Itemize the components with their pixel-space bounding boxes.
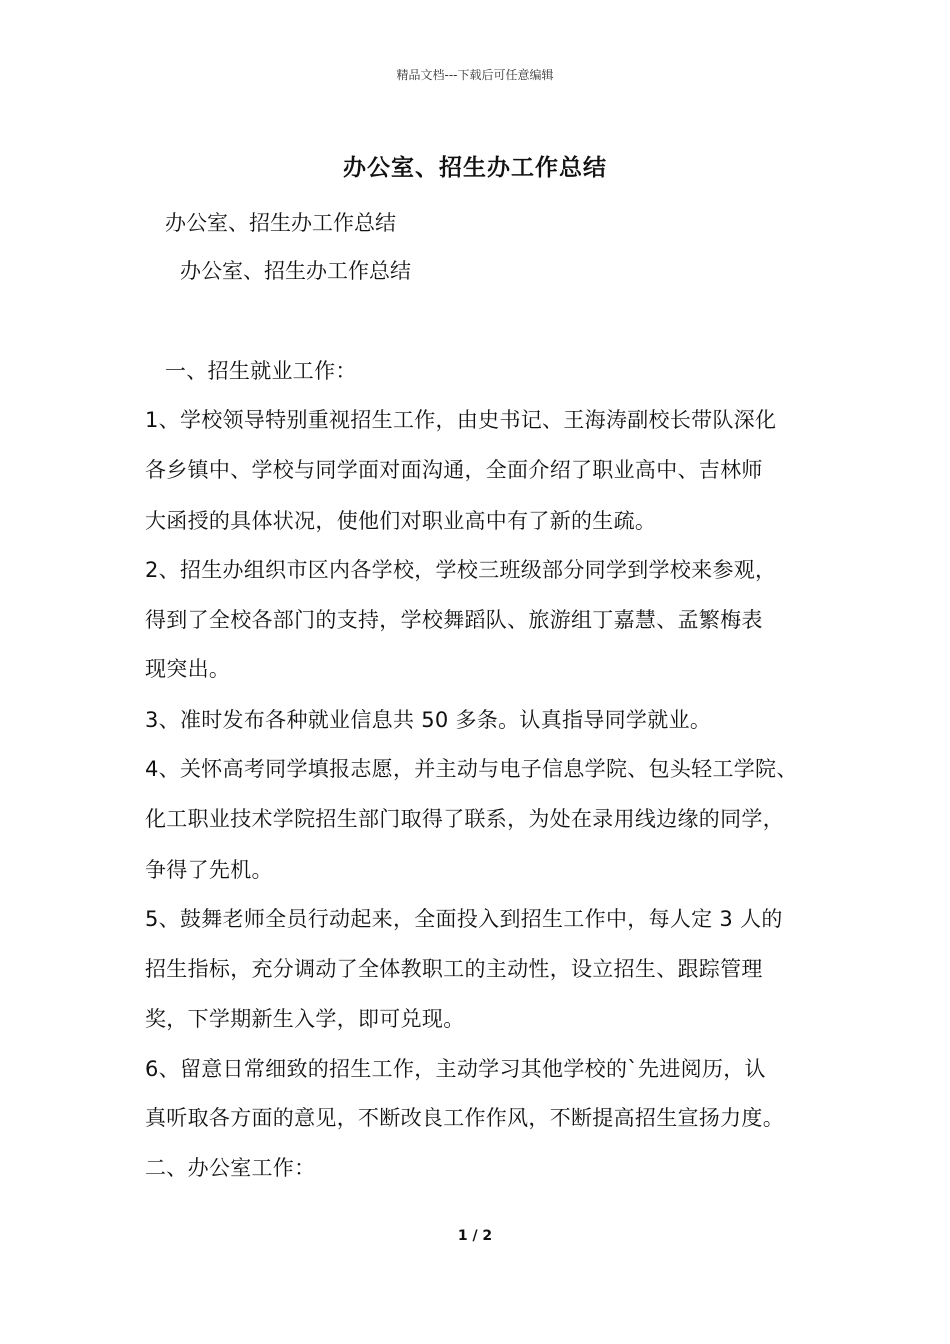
paragraph-line: 化工职业技术学院招生部门取得了联系，为处在录用线边缘的同学，	[145, 807, 784, 831]
paragraph-line: 2、招生办组织市区内各学校，学校三班级部分同学到学校来参观，	[145, 558, 777, 582]
paragraph-line: 招生指标，充分调动了全体教职工的主动性，设立招生、跟踪管理	[145, 957, 763, 981]
paragraph-line: 6、留意日常细致的招生工作，主动学习其他学校的`先进阅历，认	[145, 1057, 766, 1081]
paragraph-line: 争得了先机。	[145, 858, 273, 882]
section-heading: 二、办公室工作：	[145, 1156, 316, 1180]
paragraph-line: 4、关怀高考同学填报志愿，并主动与电子信息学院、包头轻工学院、	[145, 757, 798, 781]
document-subtitle: 办公室、招生办工作总结	[165, 211, 396, 235]
paragraph-line: 1、学校领导特别重视招生工作，由史书记、王海涛副校长带队深化	[145, 408, 777, 432]
paragraph-line: 奖，下学期新生入学，即可兑现。	[145, 1007, 465, 1031]
page-number: 1 / 2	[457, 1228, 493, 1244]
document-title: 办公室、招生办工作总结	[343, 155, 607, 181]
paragraph-line: 真听取各方面的意见，不断改良工作作风，不断提高招生宣扬力度。	[145, 1106, 784, 1130]
paragraph-line: 现突出。	[145, 657, 231, 681]
paragraph-line: 大函授的具体状况，使他们对职业高中有了新的生疏。	[145, 509, 657, 533]
paragraph-line: 得到了全校各部门的支持，学校舞蹈队、旅游组丁嘉慧、孟繁梅表	[145, 608, 763, 632]
paragraph-line: 各乡镇中、学校与同学面对面沟通，全面介绍了职业高中、吉林师	[145, 458, 763, 482]
document-subtitle: 办公室、招生办工作总结	[180, 259, 411, 283]
header-note: 精品文档---下载后可任意编辑	[396, 68, 554, 82]
section-heading: 一、招生就业工作：	[165, 359, 357, 383]
paragraph-line: 3、准时发布各种就业信息共 50 多条。认真指导同学就业。	[145, 708, 712, 732]
paragraph-line: 5、鼓舞老师全员行动起来，全面投入到招生工作中，每人定 3 人的	[145, 907, 783, 931]
